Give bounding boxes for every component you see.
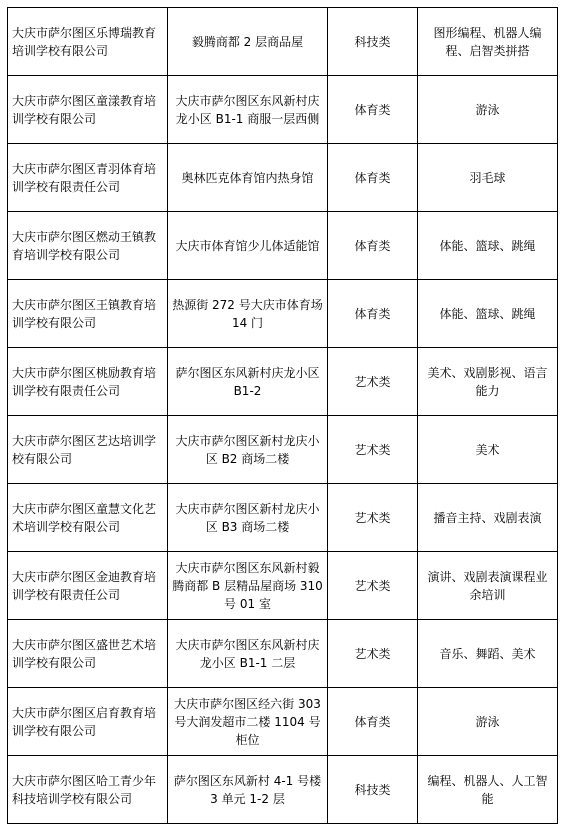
table-row <box>8 416 558 484</box>
table-row <box>8 552 558 620</box>
courses-cell: 图形编程、机器人编程、启智类拼搭 <box>418 8 558 76</box>
category-cell: 艺术类 <box>328 620 418 688</box>
category-cell: 科技类 <box>328 756 418 824</box>
table-row <box>8 76 558 144</box>
category-cell: 艺术类 <box>328 552 418 620</box>
courses-cell: 美术、戏剧影视、语言能力 <box>418 348 558 416</box>
table-row <box>8 212 558 280</box>
address-cell: 萨尔图区东风新村 4-1 号楼 3 单元 1-2 层 <box>168 756 328 824</box>
table-row <box>8 144 558 212</box>
address-cell: 大庆市萨尔图区东风新村毅腾商都 B 层精品屋商场 310 号 01 室 <box>168 552 328 620</box>
category-cell: 体育类 <box>328 144 418 212</box>
courses-cell: 音乐、舞蹈、美术 <box>418 620 558 688</box>
courses-cell: 体能、篮球、跳绳 <box>418 212 558 280</box>
courses-cell: 游泳 <box>418 688 558 756</box>
school-name-cell: 大庆市萨尔图区童漾教育培训学校有限公司 <box>8 76 168 144</box>
school-name-cell: 大庆市萨尔图区金迪教育培训学校有限责任公司 <box>8 552 168 620</box>
courses-cell: 游泳 <box>418 76 558 144</box>
school-name-cell: 大庆市萨尔图区童慧文化艺术培训学校有限公司 <box>8 484 168 552</box>
school-name-cell: 大庆市萨尔图区启育教育培训学校有限公司 <box>8 688 168 756</box>
school-name-cell: 大庆市萨尔图区王镇教育培训学校有限公司 <box>8 280 168 348</box>
school-name-cell: 大庆市萨尔图区燃动王镇教育培训学校有限公司 <box>8 212 168 280</box>
category-cell: 艺术类 <box>328 416 418 484</box>
category-cell: 艺术类 <box>328 348 418 416</box>
address-cell: 大庆市体育馆少儿体适能馆 <box>168 212 328 280</box>
courses-cell: 体能、篮球、跳绳 <box>418 280 558 348</box>
category-cell: 科技类 <box>328 8 418 76</box>
table-row <box>8 688 558 756</box>
training-school-table <box>7 7 558 824</box>
address-cell: 大庆市萨尔图区东风新村庆龙小区 B1-1 商服一层西侧 <box>168 76 328 144</box>
table-row <box>8 348 558 416</box>
category-cell: 体育类 <box>328 76 418 144</box>
school-name-cell: 大庆市萨尔图区盛世艺术培训学校有限公司 <box>8 620 168 688</box>
table-row <box>8 620 558 688</box>
address-cell: 奥林匹克体育馆内热身馆 <box>168 144 328 212</box>
table-row <box>8 8 558 76</box>
address-cell: 热源街 272 号大庆市体育场 14 门 <box>168 280 328 348</box>
address-cell: 萨尔图区东风新村庆龙小区 B1-2 <box>168 348 328 416</box>
category-cell: 体育类 <box>328 212 418 280</box>
school-name-cell: 大庆市萨尔图区哈工青少年科技培训学校有限公司 <box>8 756 168 824</box>
courses-cell: 编程、机器人、人工智能 <box>418 756 558 824</box>
category-cell: 体育类 <box>328 280 418 348</box>
table-row <box>8 484 558 552</box>
address-cell: 大庆市萨尔图区新村龙庆小区 B2 商场二楼 <box>168 416 328 484</box>
school-name-cell: 大庆市萨尔图区青羽体育培训学校有限责任公司 <box>8 144 168 212</box>
school-name-cell: 大庆市萨尔图区乐博瑞教育培训学校有限公司 <box>8 8 168 76</box>
category-cell: 艺术类 <box>328 484 418 552</box>
address-cell: 大庆市萨尔图区新村龙庆小区 B3 商场二楼 <box>168 484 328 552</box>
category-cell: 体育类 <box>328 688 418 756</box>
table-row <box>8 756 558 824</box>
school-name-cell: 大庆市萨尔图区艺达培训学校有限公司 <box>8 416 168 484</box>
address-cell: 大庆市萨尔图区经六街 303 号大润发超市二楼 1104 号柜位 <box>168 688 328 756</box>
address-cell: 大庆市萨尔图区东风新村庆龙小区 B1-1 二层 <box>168 620 328 688</box>
courses-cell: 羽毛球 <box>418 144 558 212</box>
table-row <box>8 280 558 348</box>
courses-cell: 美术 <box>418 416 558 484</box>
school-name-cell: 大庆市萨尔图区桃励教育培训学校有限责任公司 <box>8 348 168 416</box>
courses-cell: 演讲、戏剧表演课程业余培训 <box>418 552 558 620</box>
address-cell: 毅腾商都 2 层商品屋 <box>168 8 328 76</box>
courses-cell: 播音主持、戏剧表演 <box>418 484 558 552</box>
